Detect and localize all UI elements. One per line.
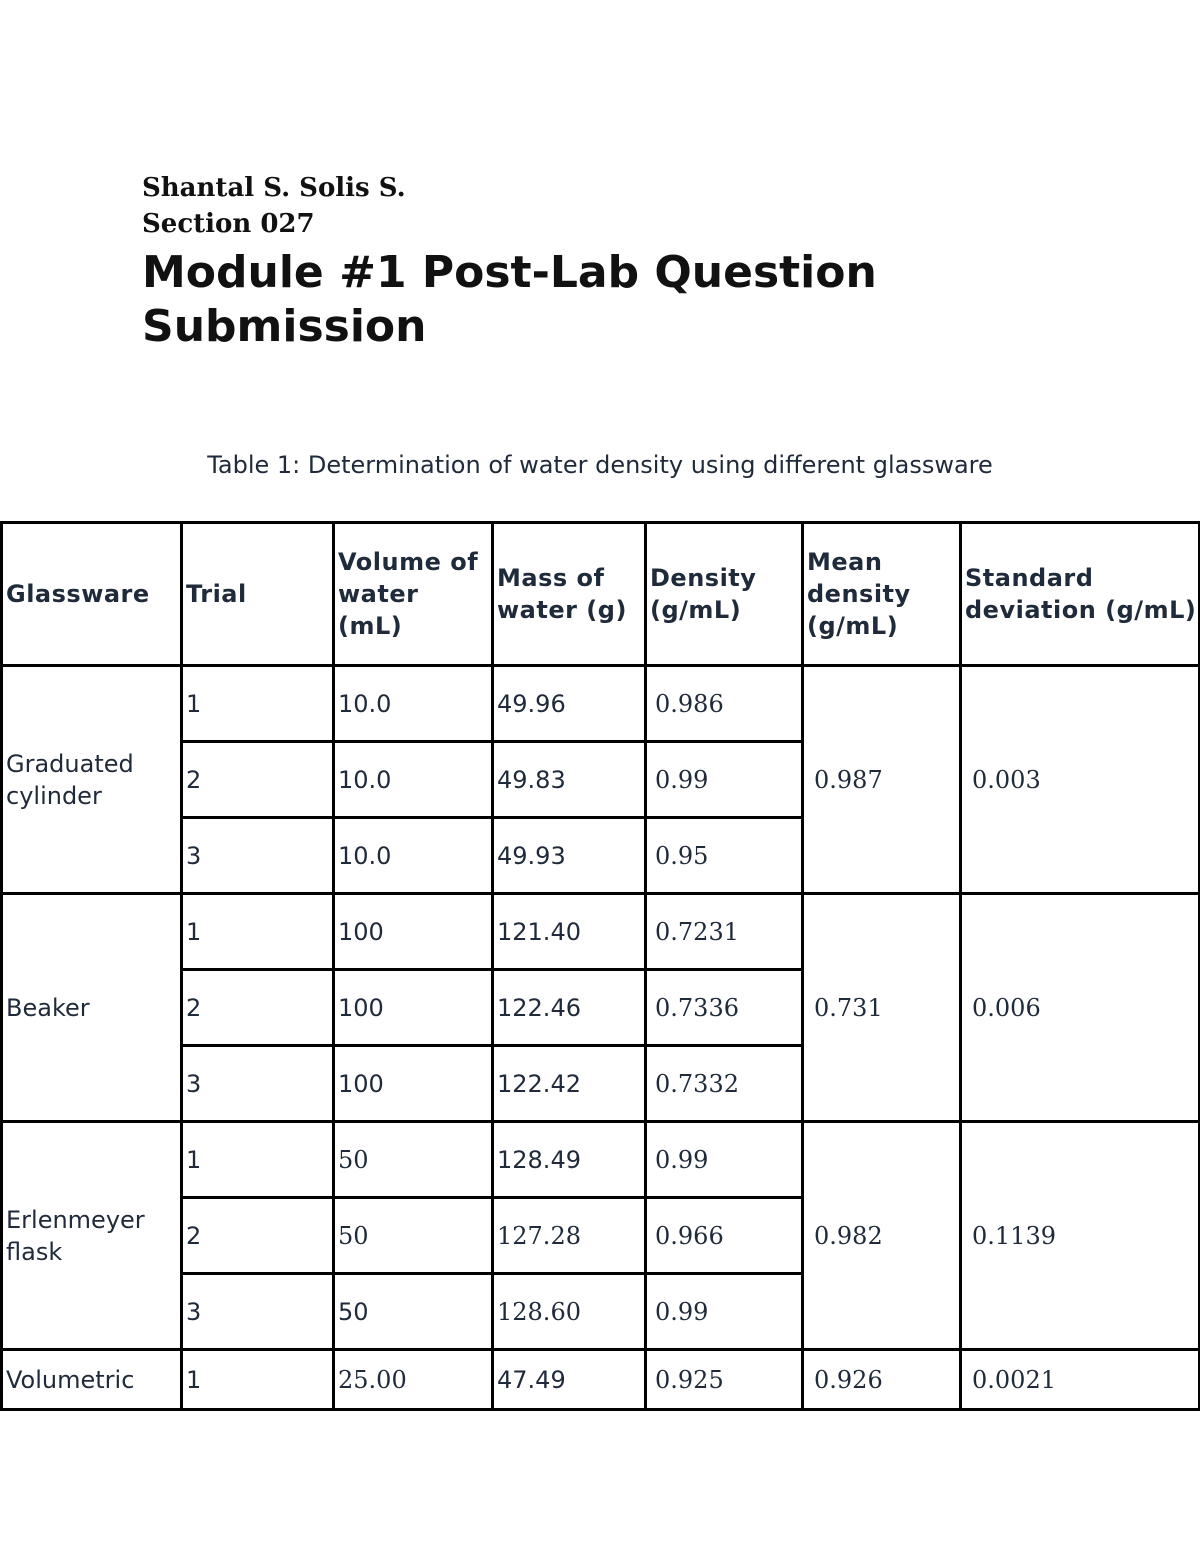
table-row xyxy=(2,894,1200,970)
table-row xyxy=(2,1122,1200,1198)
density-cell: 0.95 xyxy=(646,818,803,894)
trial-cell: 1 xyxy=(182,1122,334,1198)
std-dev-cell: 0.006 xyxy=(961,894,1200,1122)
mass-cell: 128.49 xyxy=(493,1122,646,1198)
density-cell: 0.99 xyxy=(646,1274,803,1350)
column-header-density: Density (g/mL) xyxy=(646,523,803,666)
trial-cell: 3 xyxy=(182,1046,334,1122)
mass-cell: 47.49 xyxy=(493,1350,646,1410)
mass-cell: 49.93 xyxy=(493,818,646,894)
mean-density-cell: 0.926 xyxy=(803,1350,961,1410)
trial-cell: 3 xyxy=(182,1274,334,1350)
column-header-mass: Mass of water (g) xyxy=(493,523,646,666)
std-dev-cell: 0.003 xyxy=(961,666,1200,894)
trial-cell: 2 xyxy=(182,742,334,818)
volume-cell: 100 xyxy=(334,970,493,1046)
volume-cell: 25.00 xyxy=(334,1350,493,1410)
density-cell: 0.7231 xyxy=(646,894,803,970)
density-cell: 0.966 xyxy=(646,1198,803,1274)
table-row xyxy=(2,1350,1200,1410)
mass-cell: 122.46 xyxy=(493,970,646,1046)
trial-cell: 2 xyxy=(182,970,334,1046)
density-cell: 0.986 xyxy=(646,666,803,742)
trial-cell: 2 xyxy=(182,1198,334,1274)
mass-cell: 127.28 xyxy=(493,1198,646,1274)
column-header-mean-density: Mean density (g/mL) xyxy=(803,523,961,666)
page-title: Module #1 Post-Lab Question Submission xyxy=(142,247,877,352)
volume-cell: 100 xyxy=(334,894,493,970)
density-cell: 0.925 xyxy=(646,1350,803,1410)
section-number: Section 027 xyxy=(142,209,315,239)
volume-cell: 10.0 xyxy=(334,818,493,894)
column-header-glassware: Glassware xyxy=(2,523,182,666)
column-header-trial: Trial xyxy=(182,523,334,666)
mass-cell: 121.40 xyxy=(493,894,646,970)
volume-cell: 50 xyxy=(334,1122,493,1198)
trial-cell: 1 xyxy=(182,1350,334,1410)
student-name: Shantal S. Solis S. xyxy=(142,173,406,203)
mass-cell: 128.60 xyxy=(493,1274,646,1350)
mean-density-cell: 0.982 xyxy=(803,1122,961,1350)
table-row xyxy=(2,666,1200,742)
mass-cell: 49.96 xyxy=(493,666,646,742)
mean-density-cell: 0.987 xyxy=(803,666,961,894)
column-header-volume: Volume of water (mL) xyxy=(334,523,493,666)
trial-cell: 1 xyxy=(182,894,334,970)
trial-cell: 1 xyxy=(182,666,334,742)
column-header-std-dev: Standard deviation (g/mL) xyxy=(961,523,1200,666)
std-dev-cell: 0.0021 xyxy=(961,1350,1200,1410)
std-dev-cell: 0.1139 xyxy=(961,1122,1200,1350)
volume-cell: 100 xyxy=(334,1046,493,1122)
document-header xyxy=(142,170,1142,354)
table-caption: Table 1: Determination of water density using different glassware xyxy=(207,451,993,479)
density-cell: 0.7332 xyxy=(646,1046,803,1122)
density-cell: 0.7336 xyxy=(646,970,803,1046)
density-cell: 0.99 xyxy=(646,1122,803,1198)
mass-cell: 122.42 xyxy=(493,1046,646,1122)
glassware-cell: Volumetric xyxy=(2,1350,182,1410)
volume-cell: 10.0 xyxy=(334,742,493,818)
mass-cell: 49.83 xyxy=(493,742,646,818)
density-table xyxy=(0,521,1200,1411)
mean-density-cell: 0.731 xyxy=(803,894,961,1122)
volume-cell: 50 xyxy=(334,1198,493,1274)
glassware-cell: Erlenmeyer flask xyxy=(2,1122,182,1350)
trial-cell: 3 xyxy=(182,818,334,894)
glassware-cell: Graduated cylinder xyxy=(2,666,182,894)
volume-cell: 50 xyxy=(334,1274,493,1350)
glassware-cell: Beaker xyxy=(2,894,182,1122)
density-cell: 0.99 xyxy=(646,742,803,818)
volume-cell: 10.0 xyxy=(334,666,493,742)
table-header-row xyxy=(2,523,1200,666)
